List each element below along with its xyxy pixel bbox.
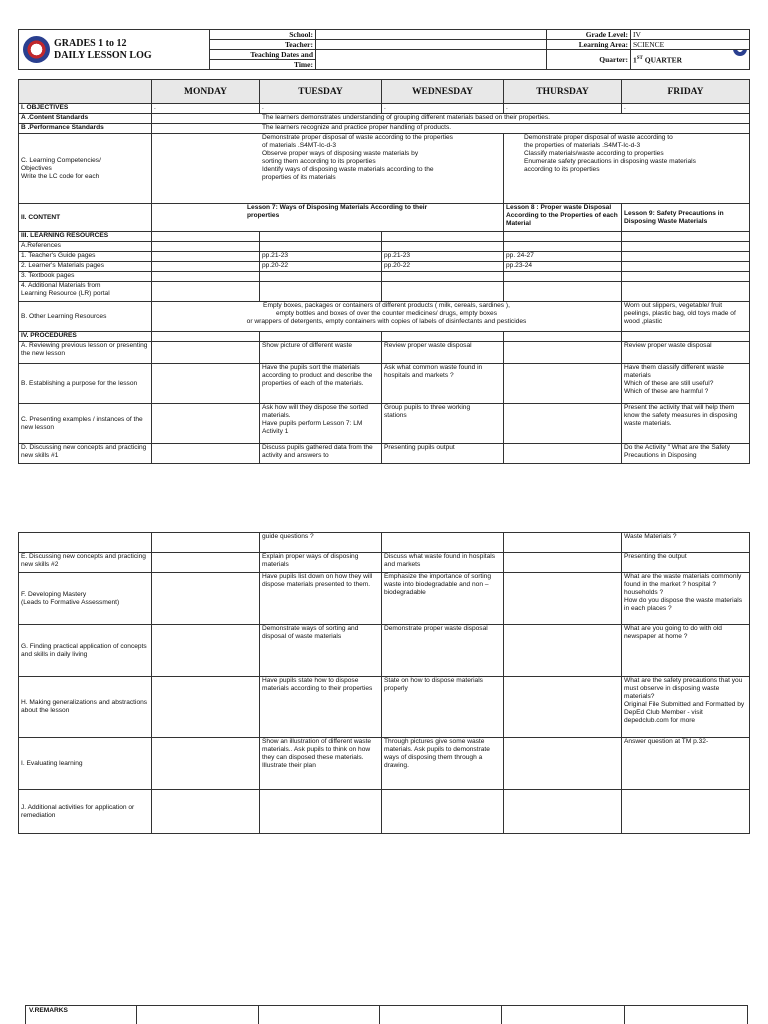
proc-d-monday[interactable] [152,444,260,464]
deped-logo-right-icon [733,50,747,57]
learning-resources-label: III. LEARNING RESOURCES [19,232,152,242]
tg-monday[interactable] [152,252,260,262]
remarks-table [25,1005,748,1024]
day-header-wednesday: WEDNESDAY [382,80,504,104]
lm-thursday[interactable]: pp.23-24 [504,262,622,272]
day-header-tuesday: TUESDAY [260,80,382,104]
proc-b-friday[interactable]: Have them classify different waste materials Which of these are still useful? Which of these are harmful ? [622,364,750,404]
proc-b-label: B. Establishing a purpose for the lesson [19,364,152,404]
proc-j-thursday[interactable] [504,790,622,834]
proc-c-label: C. Presenting examples / instances of the new lesson [19,404,152,444]
objectives-friday[interactable]: . [622,104,750,114]
day-header-thursday: THURSDAY [504,80,622,104]
day-header-monday: MONDAY [152,80,260,104]
proc-j-tuesday[interactable] [260,790,382,834]
proc-c-tuesday[interactable]: Ask how will they dispose the sorted materials. Have pupils perform Lesson 7: LM Activity 1 [260,404,382,444]
grade-level-label: Grade Level: [547,30,631,40]
proc-d-wednesday[interactable]: Presenting pupils output [382,444,504,464]
proc-e-friday[interactable]: Presenting the output [622,553,750,573]
competencies-thu-fri[interactable]: Demonstrate proper disposal of waste according to the properties of materials .S4MT-Ic-d-3 Classify materials/waste according to properties Enumerate safety precautions in disposing waste materials according to its properties [504,134,750,204]
performance-standards-text[interactable]: The learners recognize and practice proper handling of products. [152,124,750,134]
tg-tuesday[interactable]: pp.21-23 [260,252,382,262]
teachers-guide-label: 1. Teacher's Guide pages [19,252,152,262]
remarks-tuesday[interactable] [259,1006,380,1024]
proc-h-label: H. Making generalizations and abstractions about the lesson [19,677,152,738]
proc-f-monday[interactable] [152,573,260,625]
objectives-thursday[interactable]: . [504,104,622,114]
additional-materials-label: 4. Additional Materials from Learning Resource (LR) portal [19,282,152,302]
grade-level-field[interactable]: IV [631,30,750,40]
proc-a-friday[interactable]: Review proper waste disposal [622,342,750,364]
proc-g-tuesday[interactable]: Demonstrate ways of sorting and disposal of waste materials [260,625,382,677]
proc-j-friday[interactable] [622,790,750,834]
references-label: A.References [19,242,152,252]
lesson-log-table-page2 [18,532,750,834]
header-title-cell [19,30,210,70]
textbook-label: 3. Textbook pages [19,272,152,282]
lm-friday[interactable] [622,262,750,272]
teaching-dates-field[interactable] [316,50,547,70]
title-grades: GRADES 1 to 12 [54,37,127,49]
proc-c-wednesday[interactable]: Group pupils to three working stations [382,404,504,444]
competencies-mon-wed[interactable]: Demonstrate proper disposal of waste according to the properties of materials .S4MT-Ic-d-3 Observe proper ways of disposing waste materials by sorting them according to its properties Identify ways of disposing waste materials according to the properties of its materials [152,134,504,204]
proc-h-wednesday[interactable]: State on how to dispose materials properly [382,677,504,738]
remarks-friday[interactable] [625,1006,748,1024]
remarks-thursday[interactable] [502,1006,625,1024]
lesson-log-table-page1 [18,79,750,464]
proc-c-monday[interactable] [152,404,260,444]
school-field[interactable] [316,30,547,40]
lm-monday[interactable] [152,262,260,272]
proc-d-thursday[interactable] [504,444,622,464]
proc-i-thursday[interactable] [504,738,622,790]
quarter-field[interactable] [631,50,750,70]
title-daily-lesson-log: DAILY LESSON LOG [54,49,152,61]
teaching-dates-label: Teaching Dates and [210,50,316,60]
proc-b-thursday[interactable] [504,364,622,404]
teacher-label: Teacher: [210,40,316,50]
quarter-label: Quarter: [547,50,631,70]
content-standards-label: A .Content Standards [19,114,152,124]
objectives-monday[interactable]: . [152,104,260,114]
proc-h-friday[interactable]: What are the safety precautions that you must observe in disposing waste materials? Original File Submitted and Formatted by DepEd Club Member - visit depedclub.com for more [622,677,750,738]
proc-g-wednesday[interactable]: Demonstrate proper waste disposal [382,625,504,677]
proc-c-friday[interactable]: Present the activity that will help them know the safety measures in disposing waste materials. [622,404,750,444]
proc-b-monday[interactable] [152,364,260,404]
proc-j-wednesday[interactable] [382,790,504,834]
proc-e-monday[interactable] [152,553,260,573]
proc-h-tuesday[interactable]: Have pupils state how to dispose materials according to their properties [260,677,382,738]
proc-i-friday[interactable]: Answer question at TM p.32- [622,738,750,790]
remarks-label: V.REMARKS [26,1006,137,1024]
quarter-number: 1 [633,55,637,65]
content-lesson8[interactable]: Lesson 8 : Proper waste Disposal According to the Properties of each Material [504,204,622,232]
objectives-wednesday[interactable]: . [382,104,504,114]
performance-standards-label: B .Performance Standards [19,124,152,134]
proc-c-thursday[interactable] [504,404,622,444]
proc-g-thursday[interactable] [504,625,622,677]
proc-a-thursday[interactable] [504,342,622,364]
school-label: School: [210,30,316,40]
proc-g-monday[interactable] [152,625,260,677]
learners-materials-label: 2. Learner's Materials pages [19,262,152,272]
proc-d-label: D. Discussing new concepts and practicing new skills #1 [19,444,152,464]
proc-b-tuesday[interactable]: Have the pupils sort the materials according to product and describe the properties of each of the materials. [260,364,382,404]
lm-wednesday[interactable]: pp.20-22 [382,262,504,272]
proc-f-thursday[interactable] [504,573,622,625]
proc-f-wednesday[interactable]: Emphasize the importance of sorting waste into biodegradable and non –biodegradable [382,573,504,625]
remarks-monday[interactable] [137,1006,259,1024]
proc-f-label: F. Developing Mastery (Leads to Formative Assessment) [19,573,152,625]
other-resources-label: B. Other Learning Resources [19,302,152,332]
tg-thursday[interactable]: pp. 24-27 [504,252,622,262]
day-header-friday: FRIDAY [622,80,750,104]
proc-i-tuesday[interactable]: Show an illustration of different waste materials.. Ask pupils to think on how they can disposed these materials. Illustrate their plan [260,738,382,790]
proc-d-cont-thursday[interactable] [504,533,622,553]
proc-i-wednesday[interactable]: Through pictures give some waste materials. Ask pupils to demonstrate ways of disposing them through a drawing. [382,738,504,790]
lesson-log-header [18,29,750,70]
proc-b-wednesday[interactable]: Ask what common waste found in hospitals and markets ? [382,364,504,404]
lm-tuesday[interactable]: pp.20-22 [260,262,382,272]
objectives-tuesday[interactable]: . [260,104,382,114]
learning-area-field[interactable]: SCIENCE [631,40,750,50]
proc-d-friday[interactable]: Do the Activity " What are the Safety Precautions in Disposing [622,444,750,464]
tg-wednesday[interactable]: pp.21-23 [382,252,504,262]
proc-g-label: G. Finding practical application of concepts and skills in daily living [19,625,152,677]
content-label: II. CONTENT [19,204,152,232]
procedures-label: IV. PROCEDURES [19,332,152,342]
content-standards-text[interactable]: The learners demonstrates understanding of grouping different materials based on their properties. [152,114,750,124]
content-lesson9[interactable]: Lesson 9: Safety Precautions in Disposing Waste Materials [622,204,750,232]
proc-d-cont-monday[interactable] [152,533,260,553]
time-label: Time: [210,60,316,70]
competencies-label: C. Learning Competencies/ Objectives Write the LC code for each [19,134,152,204]
proc-j-label: J. Additional activities for application or remediation [19,790,152,834]
proc-d-tuesday[interactable]: Discuss pupils gathered data from the activity and answers to [260,444,382,464]
proc-f-tuesday[interactable]: Have pupils list down on how they will dispose materials presented to them. [260,573,382,625]
proc-g-friday[interactable]: What are you going to do with old newspaper at home ? [622,625,750,677]
content-lesson7[interactable]: Lesson 7: Ways of Disposing Materials According to their properties [152,204,504,232]
deped-seal-icon [23,36,50,63]
proc-e-label: E. Discussing new concepts and practicing new skills #2 [19,553,152,573]
proc-a-wednesday[interactable]: Review proper waste disposal [382,342,504,364]
proc-d-cont-wednesday[interactable] [382,533,504,553]
proc-d-cont-friday[interactable]: Waste Materials ? [622,533,750,553]
proc-i-label: I. Evaluating learning [19,738,152,790]
other-resources-friday[interactable]: Worn out slippers, vegetable/ fruit peelings, plastic bag, old toys made of wood ,plastic [622,302,750,332]
proc-h-thursday[interactable] [504,677,622,738]
corner-header [19,80,152,104]
remarks-wednesday[interactable] [380,1006,502,1024]
quarter-text: QUARTER [642,55,682,65]
proc-d-cont-tuesday[interactable]: guide questions ? [260,533,382,553]
proc-j-monday[interactable] [152,790,260,834]
proc-h-monday[interactable] [152,677,260,738]
proc-a-label: A. Reviewing previous lesson or presenting the new lesson [19,342,152,364]
proc-i-monday[interactable] [152,738,260,790]
tg-friday[interactable] [622,252,750,262]
learning-area-label: Learning Area: [547,40,631,50]
proc-a-monday[interactable] [152,342,260,364]
other-resources-mon-thu[interactable]: Empty boxes, packages or containers of different products ( milk, cereals, sardines ), empty bottles and boxes of over the counter medicines/ drugs, empty boxes or wrappers of detergents, empty containers with copies of labels of disinfectants and pesticides [152,302,622,332]
proc-f-friday[interactable]: What are the waste materials commonly found in the market ? hospital ? households ? How do you dispose the waste materials in each places ? [622,573,750,625]
proc-e-tuesday[interactable]: Explain proper ways of disposing materials [260,553,382,573]
proc-e-thursday[interactable] [504,553,622,573]
proc-e-wednesday[interactable]: Discuss what waste found in hospitals and markets [382,553,504,573]
objectives-label: I. OBJECTIVES [19,104,152,114]
proc-a-tuesday[interactable]: Show picture of different waste [260,342,382,364]
quarter-suffix: ST [636,56,643,62]
teacher-field[interactable] [316,40,547,50]
